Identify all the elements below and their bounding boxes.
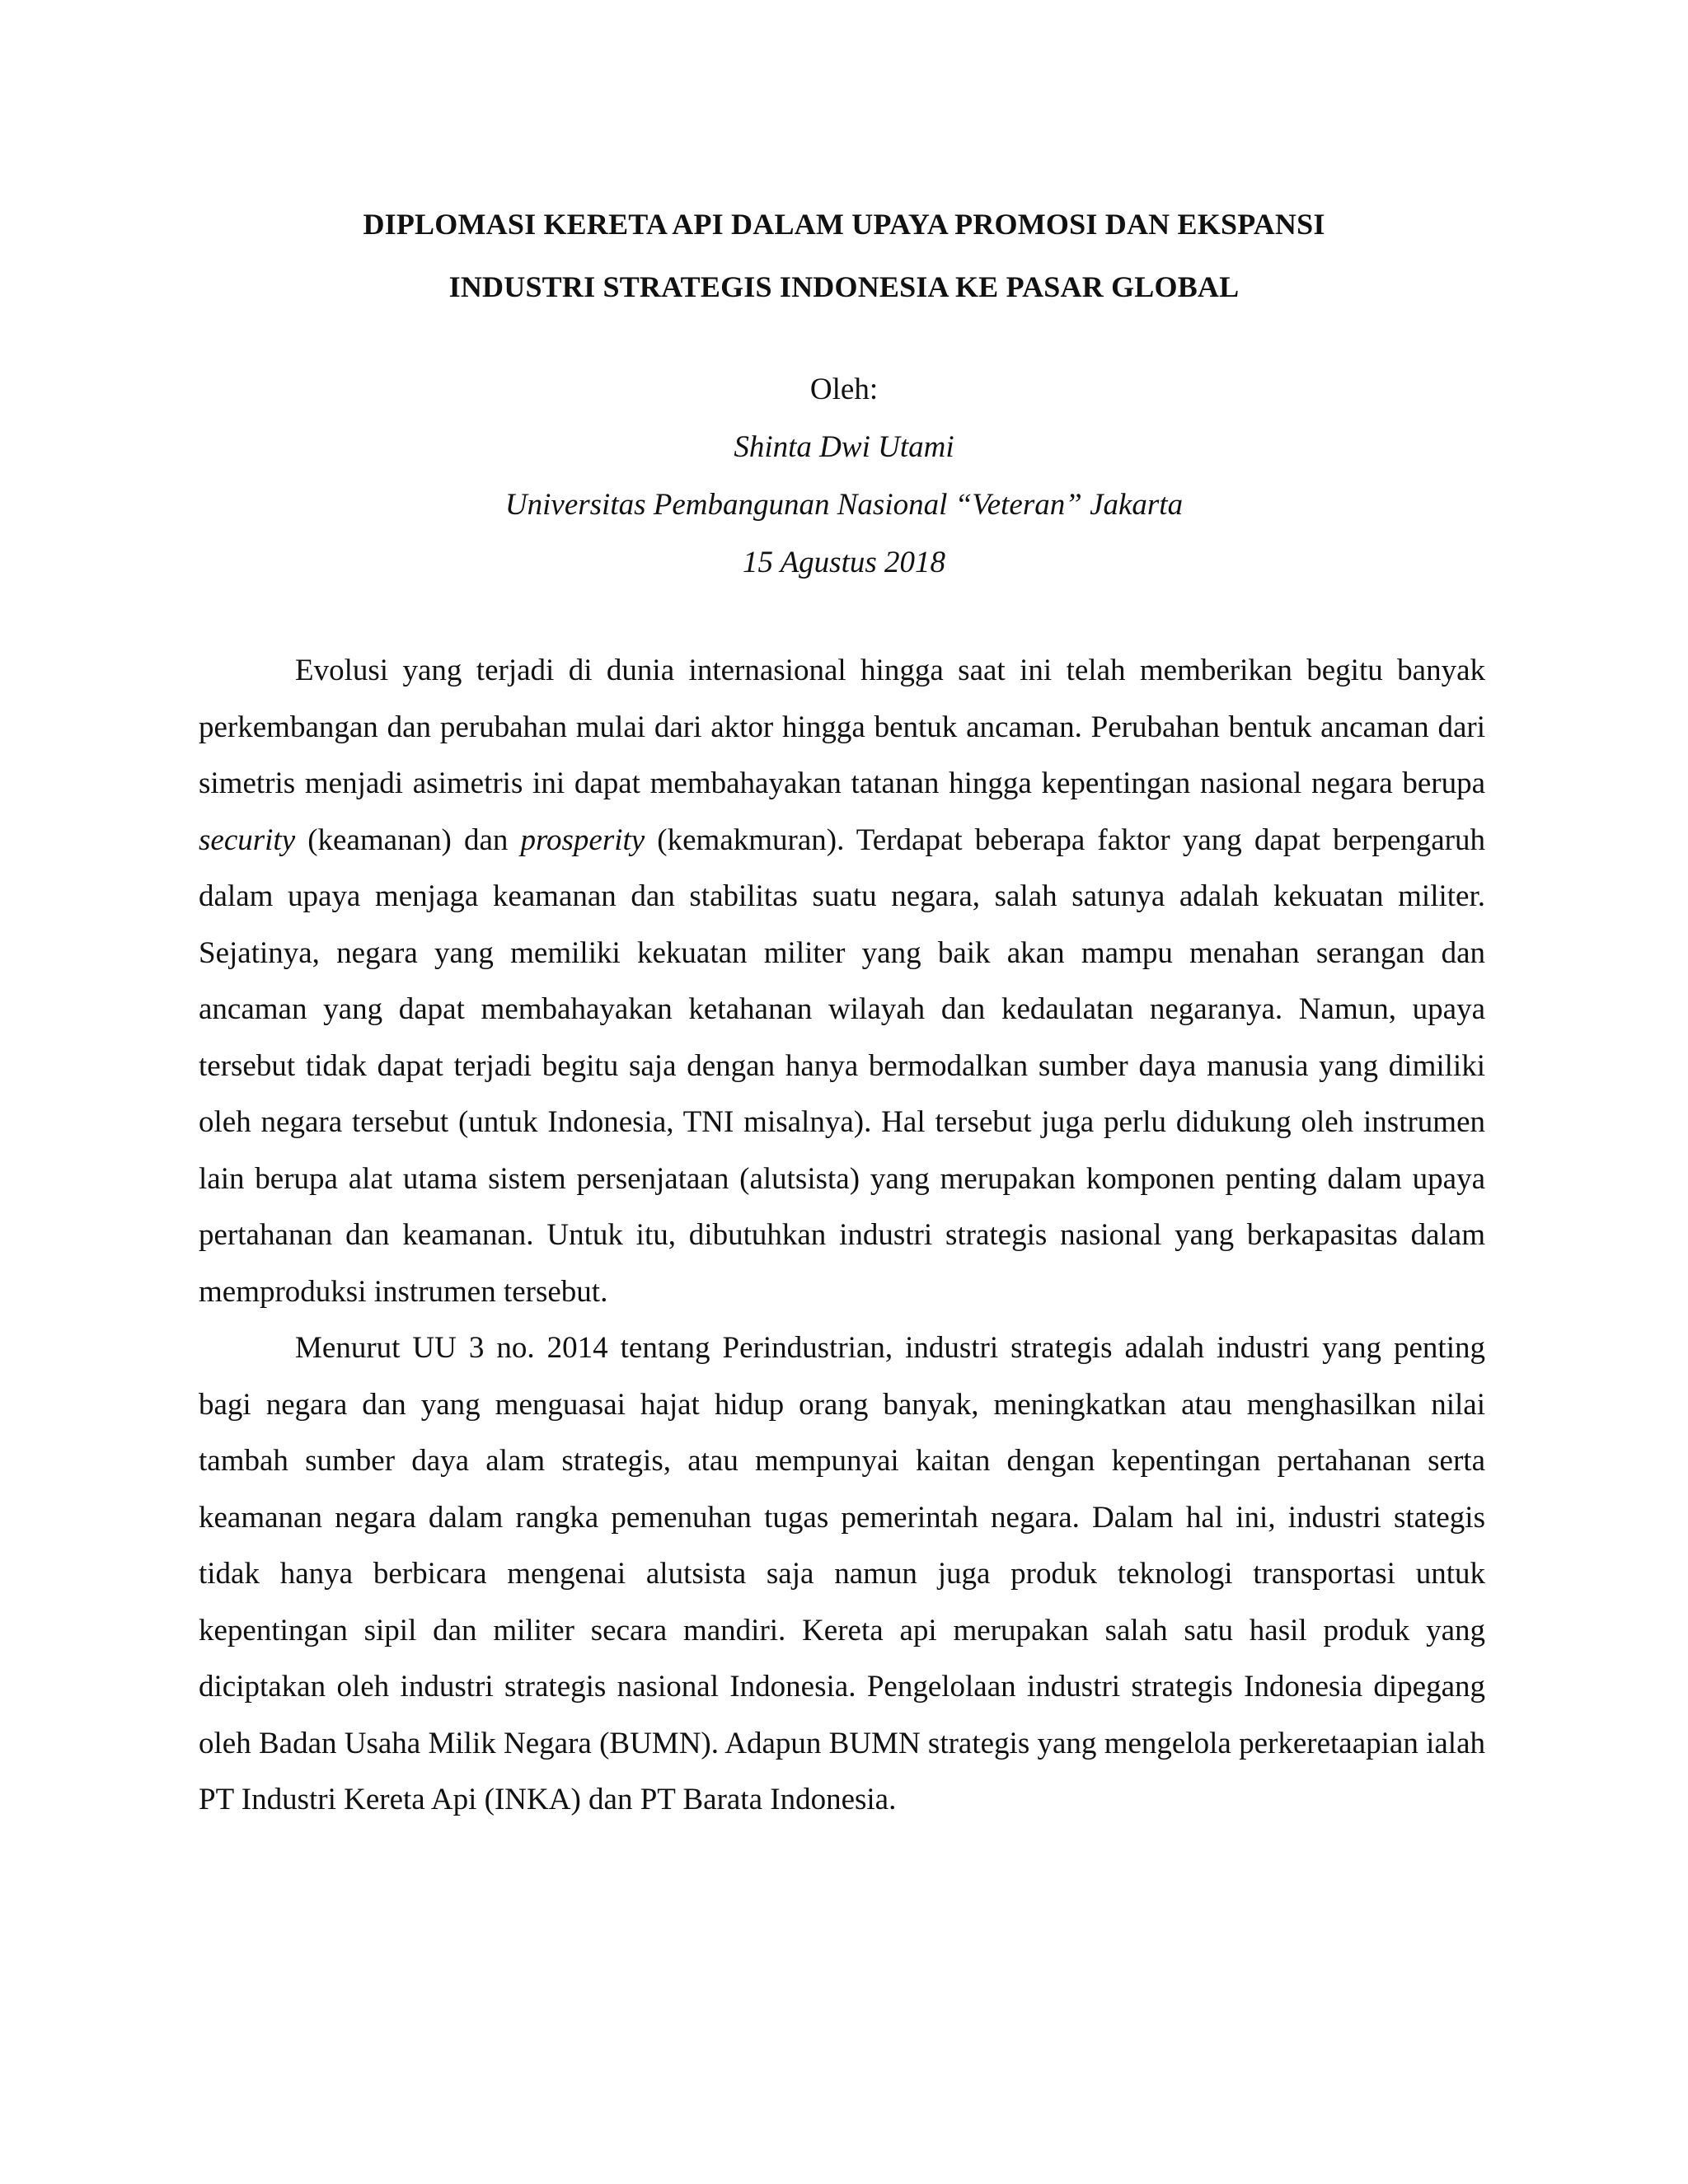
title-line-1: DIPLOMASI KERETA API DALAM UPAYA PROMOSI DAN EKSPANSI	[363, 208, 1325, 241]
paragraph-1	[199, 643, 1485, 1320]
term-security: security	[199, 823, 296, 857]
byline-label: Oleh:	[809, 373, 879, 406]
title-line-2: INDUSTRI STRATEGIS INDONESIA KE PASAR GLOBAL	[448, 270, 1240, 303]
paragraph-1-part-3: (kemakmuran). Terdapat beberapa faktor yang dapat berpengaruh dalam upaya menjaga keamanan dan stabilitas suatu negara, salah satunya adalah kekuatan militer. Sejatinya, negara yang memiliki kekuatan militer yang baik akan mampu menahan serangan dan ancaman yang dapat membahayakan ketahanan wilayah dan kedaulatan negaranya. Namun, upaya tersebut tidak dapat terjadi begitu saja dengan hanya bermodalkan sumber daya manusia yang dimiliki oleh negara tersebut (untuk Indonesia, TNI misalnya). Hal tersebut juga perlu didukung oleh instrumen lain berupa alat utama sistem persenjataan (alutsista) yang merupakan komponen penting dalam upaya pertahanan dan keamanan. Untuk itu, dibutuhkan industri strategis nasional yang berkapasitas dalam memproduksi instrumen tersebut.	[199, 823, 1485, 1309]
document-date: 15 Agustus 2018	[742, 546, 945, 579]
document-title	[198, 193, 1490, 318]
author-name: Shinta Dwi Utami	[734, 430, 954, 464]
author-affiliation: Universitas Pembangunan Nasional “Veteran” Jakarta	[504, 488, 1184, 522]
byline	[198, 361, 1490, 592]
term-prosperity: prosperity	[520, 823, 645, 857]
paragraph-1-part-1: Evolusi yang terjadi di dunia internasional hingga saat ini telah memberikan begitu banyak perkembangan dan perubahan mulai dari aktor hingga bentuk ancaman. Perubahan bentuk ancaman dari simetris menjadi asimetris ini dapat membahayakan tatanan hingga kepentingan nasional negara berupa	[199, 654, 1485, 800]
body-text	[199, 643, 1485, 1829]
paragraph-2: Menurut UU 3 no. 2014 tentang Perindustrian, industri strategis adalah industri yang penting bagi negara dan yang menguasai hajat hidup orang banyak, meningkatkan atau menghasilkan nilai tambah sumber daya alam strategis, atau mempunyai kaitan dengan kepentingan pertahanan serta keamanan negara dalam rangka pemenuhan tugas pemerintah negara. Dalam hal ini, industri stategis tidak hanya berbicara mengenai alutsista saja namun juga produk teknologi transportasi untuk kepentingan sipil dan militer secara mandiri. Kereta api merupakan salah satu hasil produk yang diciptakan oleh industri strategis nasional Indonesia. Pengelolaan industri strategis Indonesia dipegang oleh Badan Usaha Milik Negara (BUMN). Adapun BUMN strategis yang mengelola perkeretaapian ialah PT Industri Kereta Api (INKA) dan PT Barata Indonesia.	[199, 1331, 1485, 1816]
paragraph-1-part-2: (keamanan) dan	[295, 823, 521, 857]
